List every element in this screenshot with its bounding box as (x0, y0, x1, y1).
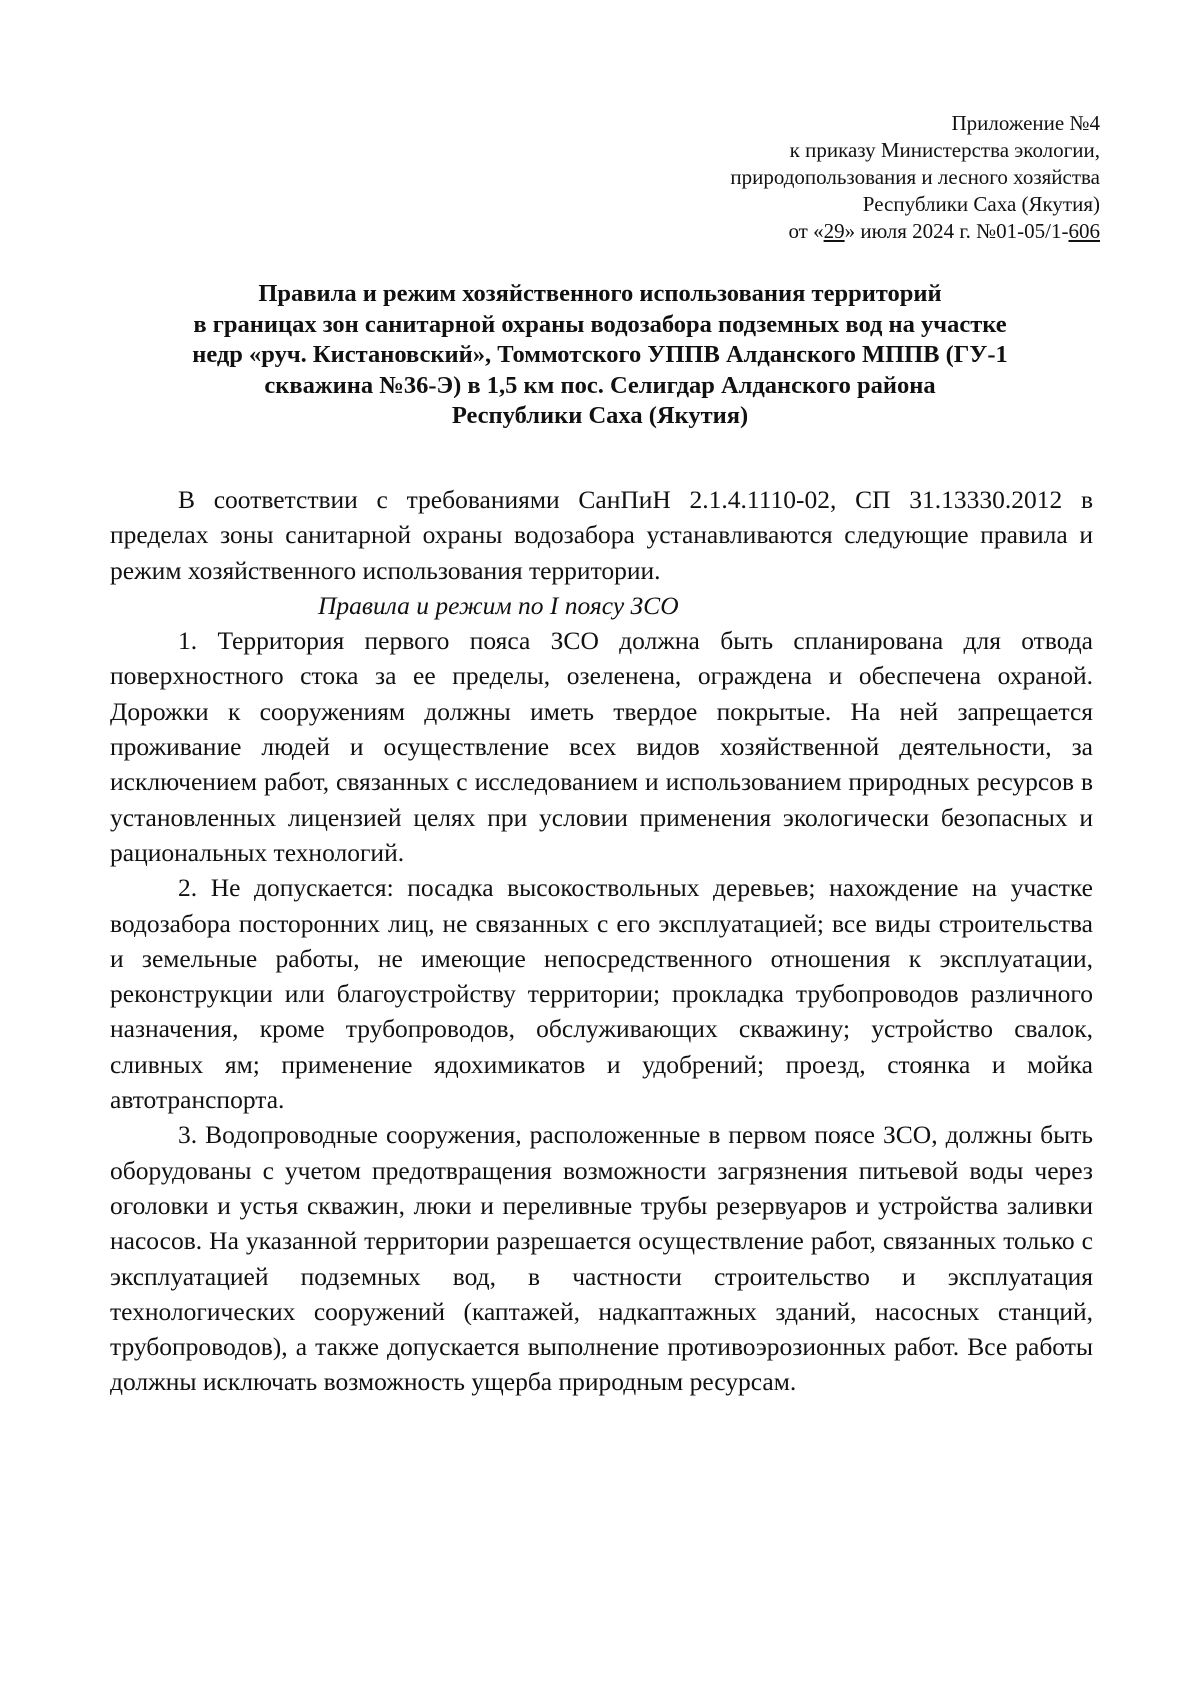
annex-line-2: к приказу Министерства экологии, (789, 138, 1100, 162)
annex-line-4: Республики Саха (Якутия) (862, 192, 1100, 216)
section-title: Правила и режим по I поясу ЗСО (318, 590, 679, 620)
annex-date-line (730, 218, 1100, 245)
date-middle: » июля 2024 г. №01-05/1- (844, 219, 1069, 243)
item-paragraph-2: 2. Не допускается: посадка высокоствольных деревьев; нахождение на участке водозабора посторонних лиц, не связанных с его эксплуатацией; все виды строительства и земельные работы, не имеющие непосредственного отношения к эксплуатации, реконструкции или благоустройству территории; прокладка трубопроводов различного назначения, кроме трубопроводов, обслуживающих скважину; устройство свалок, сливных ям; применение ядохимикатов и удобрений; проезд, стоянка и мойка автотранспорта. (110, 873, 1093, 1115)
document-body (110, 482, 1093, 1400)
item-paragraph-1: 1. Территория первого пояса ЗСО должна быть спланирована для отвода поверхностного стока за ее пределы, озеленена, ограждена и обеспечена охраной. Дорожки к сооружениям должны иметь твердое покрытые. На ней запрещается проживание людей и осуществление всех видов хозяйственной деятельности, за исключением работ, связанных с исследованием и использованием природных ресурсов в установленных лицензией целях при условии применения экологически безопасных и рациональных технологий. (110, 626, 1093, 867)
annex-line-1: Приложение №4 (951, 111, 1100, 135)
item-paragraph-3: 3. Водопроводные сооружения, расположенные в первом поясе ЗСО, должны быть оборудованы с учетом предотвращения возможности загрязнения питьевой воды через оголовки и устья скважин, люки и переливные трубы резервуаров и устройства заливки насосов. На указанной территории разрешается осуществление работ, связанных только с эксплуатацией подземных вод, в частности строительство и эксплуатация технологических сооружений (каптажей, надкаптажных зданий, насосных станций, трубопроводов), а также допускается выполнение противоэрозионных работ. Все работы должны исключать возможность ущерба природным ресурсам. (110, 1120, 1093, 1397)
annex-line-3: природопользования и лесного хозяйства (730, 165, 1100, 189)
intro-paragraph: В соответствии с требованиями СанПиН 2.1.4.1110-02, СП 31.13330.2012 в пределах зоны санитарной охраны водозабора устанавливаются следующие правила и режим хозяйственного использования территории. (110, 485, 1093, 585)
title-line-4: скважина №36-Э) в 1,5 км пос. Селигдар Алданского района (264, 371, 936, 399)
annex-header (730, 110, 1100, 245)
title-line-5: Республики Саха (Якутия) (451, 402, 749, 429)
order-number: 606 (1068, 219, 1100, 243)
document-title (110, 279, 1090, 432)
date-day: 29 (823, 219, 845, 243)
title-line-2: в границах зон санитарной охраны водозабора подземных вод на участке (193, 310, 1007, 338)
date-prefix: от « (788, 219, 824, 243)
title-line-1: Правила и режим хозяйственного использования территорий (258, 280, 942, 307)
title-line-3: недр «руч. Кистановский», Томмотского УППВ Алданского МППВ (ГУ-1 (192, 341, 1008, 368)
